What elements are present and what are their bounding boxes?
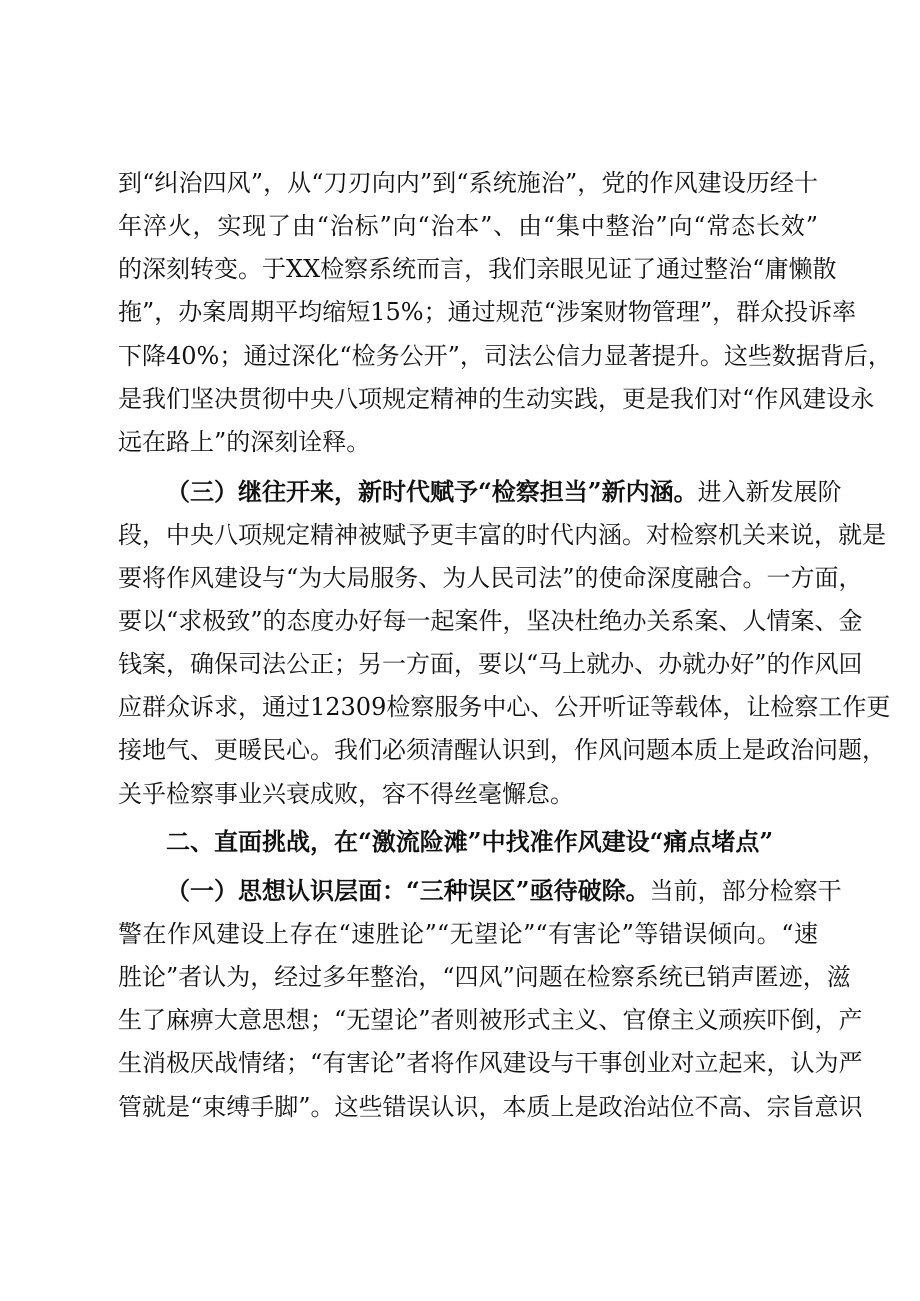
text-run: 下降40%；通过深化“检务公开”，司法公信力显著提升。这些数据背后，	[118, 342, 892, 370]
paragraph-line	[118, 1000, 863, 1040]
section-heading: （一）思想认识层面：“三种误区”亟待破除。	[166, 876, 650, 905]
text-run: 钱案，确保司法公正；另一方面，要以“马上就办、办就办好”的作风回	[118, 650, 863, 678]
text-run: 当前，部分检察干	[649, 877, 842, 905]
paragraph-line	[118, 422, 818, 462]
paragraph-line	[118, 249, 837, 289]
section-heading-line	[166, 871, 842, 911]
text-run: 段，中央八项规定精神被赋予更丰富的时代内涵。对检察机关来说，就是	[118, 521, 886, 549]
paragraph-line	[118, 379, 875, 419]
text-run: 是我们坚决贯彻中央八项规定精神的生动实践，更是我们对“作风建设永	[118, 385, 875, 413]
paragraph-line	[118, 914, 818, 954]
paragraph-line	[118, 774, 818, 814]
paragraph-line	[118, 515, 886, 555]
chapter-heading	[166, 822, 818, 862]
text-run: 生消极厌战情绪；“有害论”者将作风建设与干事创业对立起来，认为严	[118, 1049, 863, 1077]
text-run: 拖”，办案周期平均缩短15%；通过规范“涉案财物管理”，群众投诉率	[118, 298, 857, 326]
paragraph-line	[118, 601, 863, 641]
text-run: 关乎检察事业兴衰成败，容不得丝毫懈怠。	[118, 780, 574, 808]
text-run: 管就是“束缚手脚”。这些错误认识，本质上是政治站位不高、宗旨意识	[118, 1093, 863, 1121]
paragraph-line	[118, 644, 863, 684]
paragraph-line	[118, 957, 851, 997]
chapter-heading-text: 二、直面挑战，在“激流险滩”中找准作风建设“痛点堵点”	[166, 827, 774, 856]
paragraph-line	[118, 292, 857, 332]
text-run: 胜论”者认为，经过多年整治，“四风”问题在检察系统已销声匿迹，滋	[118, 963, 851, 991]
text-run: 警在作风建设上存在“速胜论”“无望论”“有害论”等错误倾向。“速	[118, 920, 818, 948]
paragraph-line	[118, 730, 886, 770]
text-run: 应群众诉求，通过12309检察服务中心、公开听证等载体，让检察工作更	[118, 693, 891, 721]
text-run: 生了麻痹大意思想；“无望论”者则被形式主义、官僚主义顽疾吓倒，产	[118, 1006, 863, 1034]
text-run: 的深刻转变。于XX检察系统而言，我们亲眼见证了通过整治“庸懒散	[118, 255, 837, 283]
paragraph-line	[118, 558, 863, 598]
section-heading-line	[166, 472, 842, 512]
paragraph-line	[118, 687, 891, 727]
paragraph-line	[118, 163, 818, 203]
paragraph-line	[118, 1043, 863, 1083]
text-run: 要以“求极致”的态度办好每一起案件，坚决杜绝办关系案、人情案、金	[118, 607, 863, 635]
section-heading: （三）继往开来，新时代赋予“检察担当”新内涵。	[166, 477, 698, 506]
text-run: 接地气、更暖民心。我们必须清醒认识到，作风问题本质上是政治问题，	[118, 736, 886, 764]
text-run: 年淬火，实现了由“治标”向“治本”、由“集中整治”向“常态长效”	[118, 212, 818, 240]
text-run: 到“纠治四风”，从“刀刃向内”到“系统施治”，党的作风建设历经十	[118, 169, 818, 197]
text-run: 远在路上”的深刻诠释。	[118, 428, 371, 456]
text-run: 要将作风建设与“为大局服务、为人民司法”的使命深度融合。一方面，	[118, 564, 863, 592]
paragraph-line	[118, 336, 892, 376]
paragraph-line	[118, 206, 818, 246]
text-run: 进入新发展阶	[697, 478, 842, 506]
paragraph-line	[118, 1087, 863, 1127]
